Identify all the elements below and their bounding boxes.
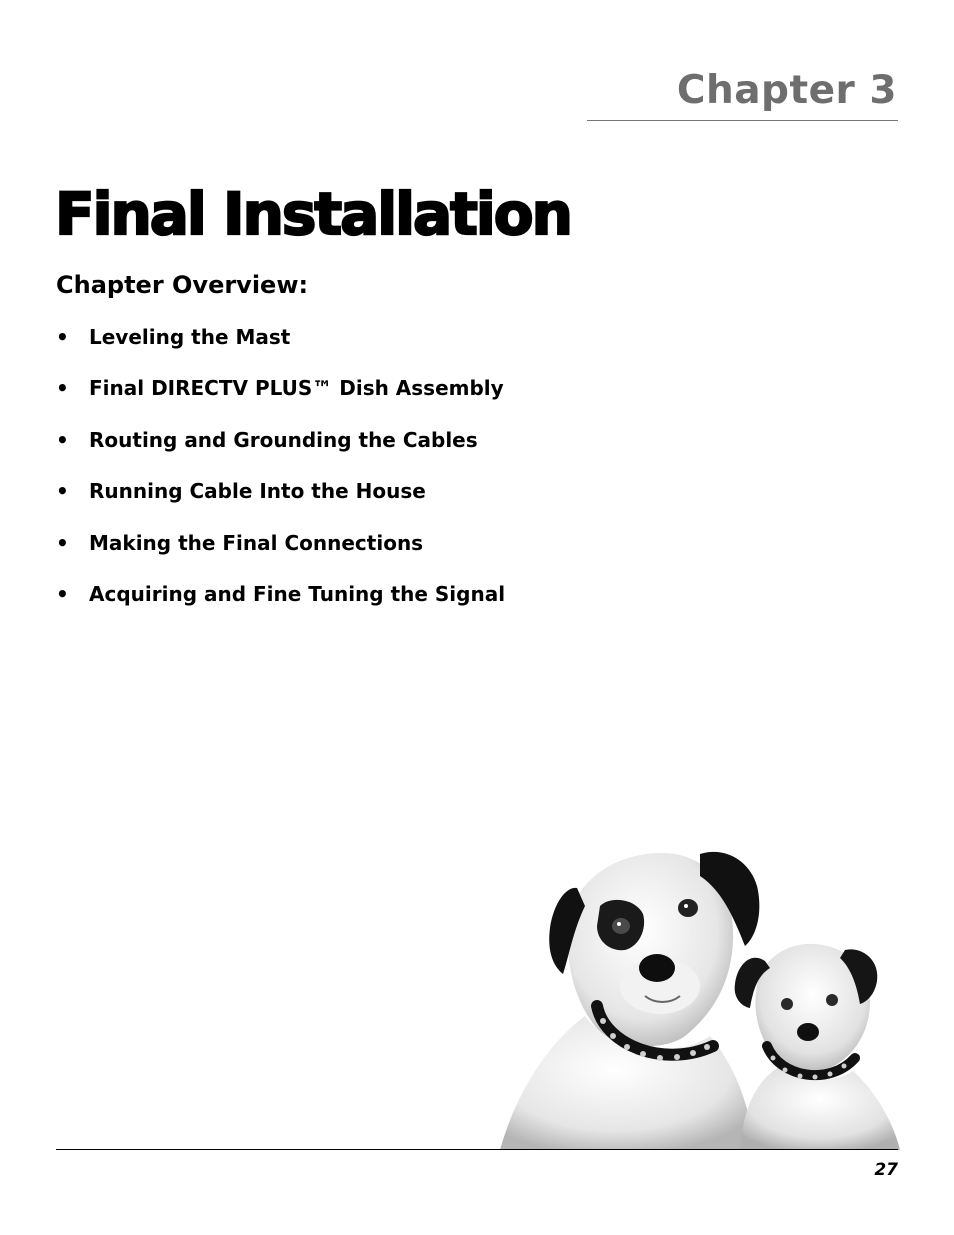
dogs-photo xyxy=(495,846,900,1150)
list-item xyxy=(56,582,505,633)
list-item xyxy=(56,531,505,582)
list-item-label: Leveling the Mast xyxy=(89,325,291,349)
list-item xyxy=(56,479,505,530)
overview-heading: Chapter Overview: xyxy=(56,271,309,299)
bullet: • xyxy=(56,479,69,504)
list-item xyxy=(56,376,505,427)
list-item xyxy=(56,325,505,376)
chapter-label: Chapter 3 xyxy=(676,68,897,113)
list-item-label: Routing and Grounding the Cables xyxy=(89,427,478,452)
bullet: • xyxy=(56,427,69,452)
list-item-label: Final DIRECTV PLUS™ Dish Assembly xyxy=(89,376,504,401)
footer-divider xyxy=(56,1149,898,1150)
bullet: • xyxy=(56,530,69,555)
overview-list xyxy=(56,325,505,633)
bullet: • xyxy=(56,325,69,349)
bullet: • xyxy=(56,581,69,606)
page-number: 27 xyxy=(874,1160,898,1180)
page-title: Final Installation xyxy=(55,180,571,248)
list-item-label: Acquiring and Fine Tuning the Signal xyxy=(89,581,506,606)
list-item-label: Making the Final Connections xyxy=(89,530,424,555)
bullet: • xyxy=(56,376,69,401)
list-item-label: Running Cable Into the House xyxy=(89,479,426,504)
list-item xyxy=(56,428,505,479)
chapter-divider xyxy=(587,120,898,121)
